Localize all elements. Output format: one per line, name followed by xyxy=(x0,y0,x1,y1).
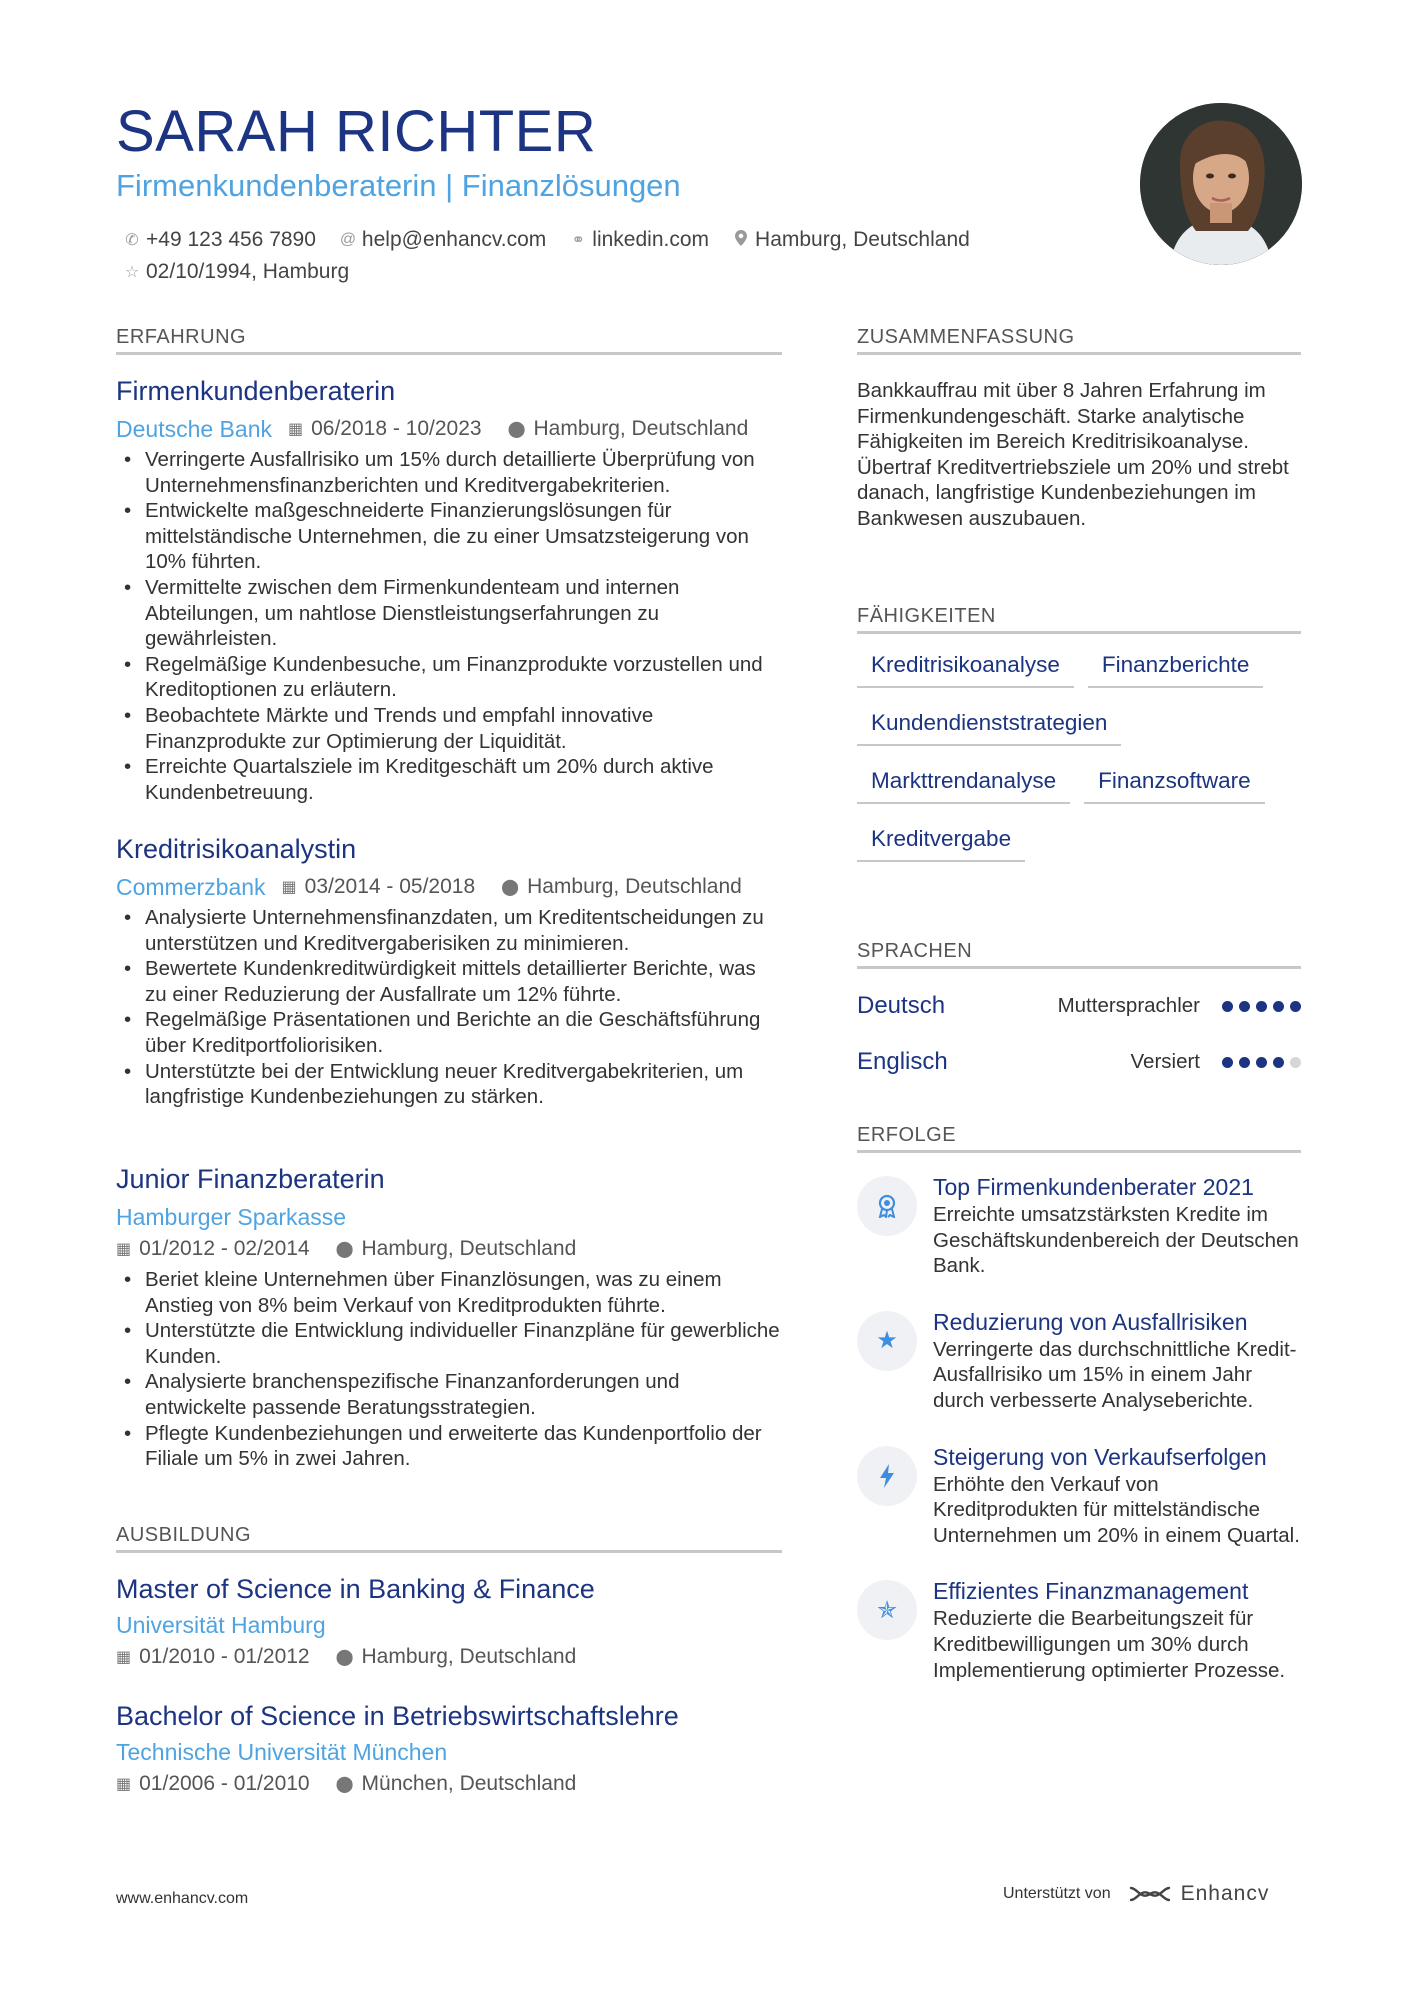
rating-dot xyxy=(1290,1057,1301,1068)
achievement-desc: Erreichte umsatzstärksten Kredite im Geschäftskundenbereich der Deutschen Bank. xyxy=(933,1203,1299,1278)
language-rating xyxy=(1216,1001,1301,1012)
job-bullets xyxy=(116,1267,782,1472)
list-item: • Regelmäßige Präsentationen und Berichte an die Geschäftsführung über Kreditportfoliorisiken. xyxy=(116,1007,782,1058)
education-location: München, Deutschland xyxy=(361,1772,577,1795)
candidate-headline: Firmenkundenberaterin | Finanzlösungen xyxy=(116,168,681,203)
list-item: • Vermittelte zwischen dem Firmenkundenteam und internen Abteilungen, um nahtlose Dienstleistungserfahrungen zu gewährleisten. xyxy=(116,575,782,652)
section-title-achievements: ERFOLGE xyxy=(857,1124,1301,1153)
location-pin-icon: ⬤ xyxy=(335,1241,354,1258)
skills-list xyxy=(857,650,1301,882)
location-pin-icon: ⬤ xyxy=(501,879,520,896)
rating-dot xyxy=(1222,1001,1233,1012)
job-location: Hamburg, Deutschland xyxy=(527,875,742,898)
language-rating xyxy=(1216,1057,1301,1068)
achievement-item xyxy=(857,1172,1301,1279)
section-title-skills: FÄHIGKEITEN xyxy=(857,605,1301,634)
contact-email[interactable]: @ help@enhancv.com xyxy=(339,228,547,251)
list-item: • Verringerte Ausfallrisiko um 15% durch detaillierte Überprüfung von Unternehmensfinanzberichten und Kreditvergabekriterien. xyxy=(116,447,782,498)
education-dates: 01/2010 - 01/2012 xyxy=(139,1645,310,1668)
rating-dot xyxy=(1256,1057,1267,1068)
school-name: Technische Universität München xyxy=(116,1738,448,1765)
language-name: Englisch xyxy=(857,1048,948,1075)
language-level: Versiert xyxy=(1130,1050,1200,1073)
company-name: Deutsche Bank xyxy=(116,415,272,442)
experience-entry xyxy=(116,376,782,805)
brand-logo xyxy=(1119,1882,1270,1906)
skill-tag: Finanzberichte xyxy=(1088,650,1264,688)
list-item: • Pflegte Kundenbeziehungen und erweiterte das Kundenportfolio der Filiale um 5% in zwei Jahren. xyxy=(116,1421,782,1472)
job-title: Kreditrisikoanalystin xyxy=(116,834,357,864)
achievement-item xyxy=(857,1576,1301,1683)
lightning-icon xyxy=(857,1446,917,1506)
language-row xyxy=(857,978,1301,1034)
list-item: • Beriet kleine Unternehmen über Finanzlösungen, was zu einem Anstieg von 8% beim Verkauf von Kreditprodukten führte. xyxy=(116,1267,782,1318)
experience-entry xyxy=(116,1164,782,1472)
contact-linkedin[interactable]: ⚭ linkedin.com xyxy=(571,228,710,251)
star-outline-icon: ☆ xyxy=(124,264,140,281)
link-icon: ⚭ xyxy=(571,232,585,249)
rating-dot xyxy=(1290,1001,1301,1012)
star-sparkle-icon: ✯ xyxy=(857,1580,917,1640)
achievement-title: Reduzierung von Ausfallrisiken xyxy=(933,1308,1248,1335)
section-title-languages: SPRACHEN xyxy=(857,940,1301,969)
degree-title: Bachelor of Science in Betriebswirtschaftslehre xyxy=(116,1701,679,1731)
education-dates: 01/2006 - 01/2010 xyxy=(139,1772,310,1795)
achievement-item xyxy=(857,1442,1301,1549)
job-bullets xyxy=(116,447,782,805)
degree-title: Master of Science in Banking & Finance xyxy=(116,1574,595,1604)
experience-entry xyxy=(116,834,782,1110)
rating-dot xyxy=(1222,1057,1233,1068)
summary-text: Bankkauffrau mit über 8 Jahren Erfahrung im Firmenkundengeschäft. Starke analytische Fähigkeiten im Bereich Kreditrisikoanalyse. Übertraf Kreditvertriebsziele um 20% und strebt danach, langfristige Kundenbeziehungen im Bankwesen auszubauen. xyxy=(857,379,1289,530)
location-pin-icon: ⬤ xyxy=(335,1776,354,1793)
achievement-title: Steigerung von Verkaufserfolgen xyxy=(933,1443,1267,1470)
achievement-title: Effizientes Finanzmanagement xyxy=(933,1578,1249,1605)
achievement-desc: Reduzierte die Bearbeitungszeit für Kreditbewilligungen um 30% durch Implementierung optimierter Prozesse. xyxy=(933,1607,1286,1682)
section-title-experience: ERFAHRUNG xyxy=(116,326,782,355)
powered-by-label: Unterstützt von xyxy=(1003,1885,1111,1902)
job-location: Hamburg, Deutschland xyxy=(361,1237,577,1260)
section-title-education: AUSBILDUNG xyxy=(116,1524,782,1553)
job-location: Hamburg, Deutschland xyxy=(533,417,749,440)
list-item: • Beobachtete Märkte und Trends und empfahl innovative Finanzprodukte zur Optimierung der Liquidität. xyxy=(116,703,782,754)
rating-dot xyxy=(1239,1001,1250,1012)
education-entry xyxy=(116,1701,782,1800)
education-location: Hamburg, Deutschland xyxy=(361,1645,577,1668)
achievement-item xyxy=(857,1307,1301,1414)
phone-icon: ✆ xyxy=(125,232,139,249)
skill-tag: Finanzsoftware xyxy=(1084,766,1265,804)
rating-dot xyxy=(1273,1057,1284,1068)
job-bullets xyxy=(116,905,782,1110)
location-pin-icon: ⬤ xyxy=(335,1649,354,1666)
location-pin-icon: ⬤ xyxy=(507,421,526,438)
company-name: Commerzbank xyxy=(116,873,266,900)
list-item: • Analysierte Unternehmensfinanzdaten, um Kreditentscheidungen zu unterstützen und Kreditvergaberisiken zu minimieren. xyxy=(116,905,782,956)
brand-name: Enhancv xyxy=(1180,1882,1270,1905)
job-title: Junior Finanzberaterin xyxy=(116,1164,385,1194)
company-name: Hamburger Sparkasse xyxy=(116,1203,347,1230)
award-ribbon-icon xyxy=(857,1176,917,1236)
rating-dot xyxy=(1273,1001,1284,1012)
achievement-title: Top Firmenkundenberater 2021 xyxy=(933,1174,1254,1200)
skill-tag: Kreditvergabe xyxy=(857,824,1025,862)
skill-tag: Kundendienststrategien xyxy=(857,708,1121,746)
calendar-icon: ▦ xyxy=(116,1649,132,1666)
rating-dot xyxy=(1239,1057,1250,1068)
achievement-desc: Erhöhte den Verkauf von Kreditprodukten für mittelständische Unternehmen um 20% in einem Quartal. xyxy=(933,1472,1300,1547)
star-icon: ★ xyxy=(857,1311,917,1371)
job-dates: 03/2014 - 05/2018 xyxy=(304,875,476,898)
calendar-icon: ▦ xyxy=(116,1776,132,1793)
list-item: • Analysierte branchenspezifische Finanzanforderungen und entwickelte passende Beratungsstrategien. xyxy=(116,1369,782,1420)
education-entry xyxy=(116,1574,782,1673)
footer-website[interactable]: www.enhancv.com xyxy=(116,1890,249,1907)
list-item: • Regelmäßige Kundenbesuche, um Finanzprodukte vorzustellen und Kreditoptionen zu erläutern. xyxy=(116,652,782,703)
list-item: • Unterstützte die Entwicklung individueller Finanzpläne für gewerbliche Kunden. xyxy=(116,1318,782,1369)
list-item: • Erreichte Quartalsziele im Kreditgeschäft um 20% durch aktive Kundenbetreuung. xyxy=(116,754,782,805)
job-title: Firmenkundenberaterin xyxy=(116,376,396,406)
job-dates: 01/2012 - 02/2014 xyxy=(139,1237,310,1260)
list-item: • Bewertete Kundenkreditwürdigkeit mittels detaillierter Berichte, was zu einer Reduzierung der Ausfallrate um 12% führte. xyxy=(116,956,782,1007)
rating-dot xyxy=(1256,1001,1267,1012)
contact-phone: ✆ +49 123 456 7890 xyxy=(125,228,316,251)
location-pin-icon xyxy=(733,230,749,251)
list-item: • Unterstützte bei der Entwicklung neuer Kreditvergabekriterien, um langfristige Kundenbeziehungen zu stärken. xyxy=(116,1059,782,1110)
contact-info xyxy=(124,224,1084,288)
profile-photo xyxy=(1140,103,1302,265)
school-name: Universität Hamburg xyxy=(116,1611,326,1638)
section-title-summary: ZUSAMMENFASSUNG xyxy=(857,326,1301,355)
contact-birth: ☆ 02/10/1994, Hamburg xyxy=(124,260,350,283)
skill-tag: Markttrendanalyse xyxy=(857,766,1070,804)
language-name: Deutsch xyxy=(857,992,946,1019)
languages-list xyxy=(857,978,1301,1090)
footer-branding xyxy=(1003,1882,1269,1906)
skill-tag: Kreditrisikoanalyse xyxy=(857,650,1074,688)
achievement-desc: Verringerte das durchschnittliche Kredit-Ausfallrisiko um 15% in einem Jahr durch verbesserte Analyseberichte. xyxy=(933,1337,1297,1412)
list-item: • Entwickelte maßgeschneiderte Finanzierungslösungen für mittelständische Unternehmen, die zu einer Umsatzsteigerung von 10% führten. xyxy=(116,498,782,575)
calendar-icon: ▦ xyxy=(287,421,304,438)
achievements-list xyxy=(857,1172,1301,1711)
calendar-icon: ▦ xyxy=(116,1241,132,1258)
candidate-name: SARAH RICHTER xyxy=(116,99,597,164)
language-row xyxy=(857,1034,1301,1090)
at-icon: @ xyxy=(339,231,357,248)
language-level: Muttersprachler xyxy=(1057,994,1200,1017)
job-dates: 06/2018 - 10/2023 xyxy=(311,417,482,440)
contact-location: Hamburg, Deutschland xyxy=(733,228,970,252)
calendar-icon: ▦ xyxy=(281,879,297,896)
